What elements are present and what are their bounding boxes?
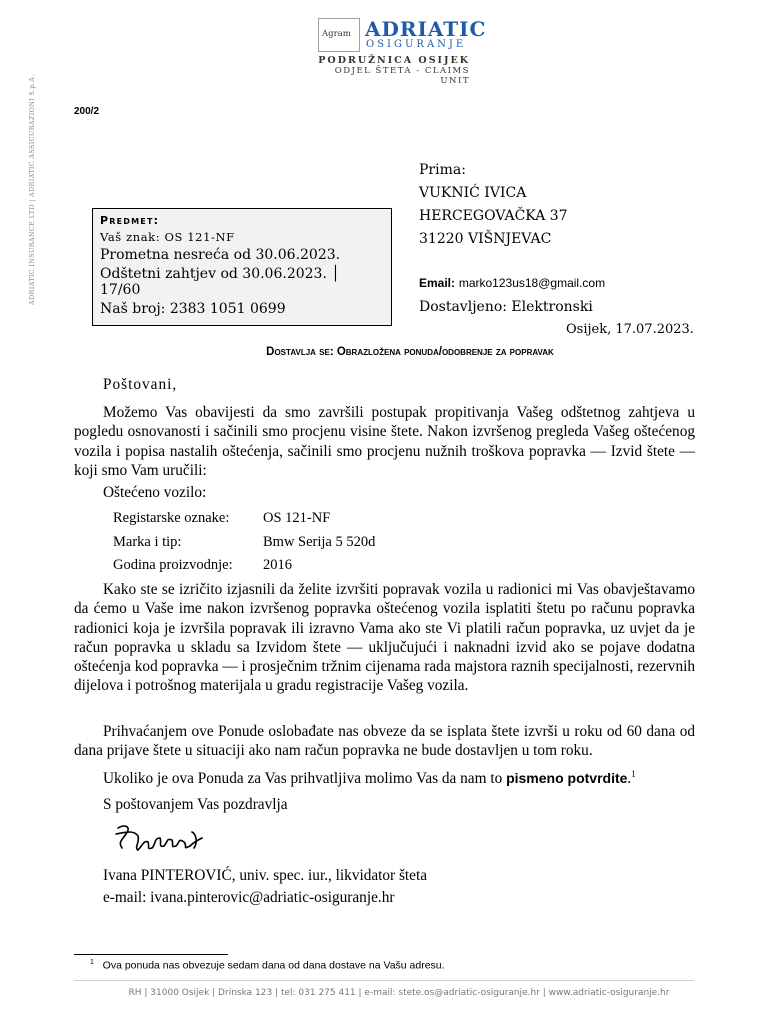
footnote-divider	[74, 954, 228, 955]
paragraph-confirmation	[103, 765, 695, 788]
delivery-method: Dostavljeno: Elektronski	[419, 299, 593, 315]
signer-name: Ivana PINTEROVIĆ, univ. spec. iur., likvidator šteta	[103, 867, 428, 884]
vehicle-registration-value: OS 121-NF	[263, 510, 331, 526]
recipient-email[interactable]: marko123us18@gmail.com	[458, 276, 606, 290]
confirmation-end: .	[627, 770, 632, 788]
paragraph-intro: Možemo Vas obavijesti da smo završili postupak propitivanja Vašeg odštetnog zahtjeva u pogledu osnovanosti i sačinili smo procjenu visine štete. Nakon izvršenog pregleda Vašeg oštećenog vozila i popisa nastalih oštećenja, sačinili smo procjenu nužnih troškova popravka — Izvid štete — koji smo Vam uručili:	[74, 404, 695, 479]
subject-our-number: Naš broj: 2383 1051 0699	[100, 301, 286, 317]
vehicle-registration-label: Registarske oznake:	[113, 510, 230, 526]
vehicle-heading: Oštećeno vozilo:	[103, 484, 207, 501]
footnote-number: 1	[90, 959, 94, 966]
signer-email[interactable]: e-mail: ivana.pinterovic@adriatic-osiguranje.hr	[103, 889, 395, 906]
vehicle-make-label: Marka i tip:	[113, 534, 182, 550]
branch-name: PODRUŽNICA OSIJEK	[318, 55, 470, 66]
vehicle-year-label: Godina proizvodnje:	[113, 557, 233, 573]
confirmation-emphasis: pismeno potvrdite	[506, 770, 628, 787]
vehicle-year-value: 2016	[263, 557, 292, 573]
document-date: Osijek, 17.07.2023.	[566, 322, 694, 337]
footnote	[90, 959, 445, 972]
subject-accident: Prometna nesreća od 30.06.2023.	[100, 247, 341, 263]
recipient-name: VUKNIĆ IVICA	[419, 185, 527, 201]
footer-divider	[74, 980, 694, 981]
document-code: 200/2	[74, 106, 100, 117]
company-name: ADRIATIC	[365, 17, 487, 41]
company-logo-mark	[318, 18, 360, 52]
handwritten-signature	[112, 820, 212, 860]
vehicle-make-value: Bmw Serija 5 520d	[263, 534, 376, 550]
paragraph-repair-terms: Kako ste se izričito izjasnili da želite izvršiti popravak vozila u radionici mi Vas obavještavamo da ćemo u Vaše ime nakon izvršenog popravka oštećenog vozila isplatiti štetu po računu popravka radionici koja je izvršila popravak ili izravno Vama ako ste Vi platili račun popravka, uz uvjet da je račun popravka u skladu sa Izvidom štete — uključujući i naknadni izvid ako se pojave dodatna oštećenja kod popravka — i prosječnim tržnim cijenama rada majstora raznih specijalnosti, rezervnih dijelova i potrošnog materijala u gradu registracije Vašeg vozila.	[74, 581, 695, 695]
logo-mark-text: Agram	[322, 29, 351, 39]
subject-your-ref: Vaš znak: OS 121-NF	[100, 230, 235, 244]
subject-label: Predmet:	[100, 214, 160, 227]
paragraph-obligation: Prihvaćanjem ove Ponude oslobađate nas obveze da se isplata štete izvrši u roku od 60 dana od dana prijave štete u situaciji ako nam račun popravka ne bude dostavljen u tom roku.	[74, 723, 695, 760]
subject-box	[92, 208, 392, 326]
salutation: Poštovani,	[103, 376, 178, 393]
side-legal-text: ADRIATIC INSURANCE LTD | ADRIATIC ASSICURAZIONI S.p.A.	[28, 74, 36, 305]
footnote-reference: 1	[631, 769, 636, 779]
footnote-text: Ova ponuda nas obvezuje sedam dana od dana dostave na Vašu adresu.	[102, 959, 445, 972]
email-label: Email:	[419, 276, 456, 290]
subject-claim: Odštetni zahtjev od 30.06.2023. │ 17/60	[100, 266, 340, 298]
document-title: Dostavlja se: Obrazložena ponuda/odobrenje za popravak	[266, 346, 554, 358]
page-footer: RH | 31000 Osijek | Drinska 123 | tel: 031 275 411 | e-mail: stete.os@adriatic-osiguranje.hr | www.adriatic-osiguranje.hr	[128, 988, 670, 998]
recipient-label: Prima:	[419, 162, 466, 178]
recipient-street: HERCEGOVAČKA 37	[419, 208, 568, 224]
unit-name: ODJEL ŠTETA - CLAIMS UNIT	[334, 66, 470, 86]
confirmation-text: Ukoliko je ova Ponuda za Vas prihvatljiva molimo Vas da nam to	[103, 770, 503, 788]
recipient-email-line	[419, 276, 605, 290]
closing: S poštovanjem Vas pozdravlja	[103, 796, 288, 813]
company-subname: OSIGURANJE	[366, 39, 467, 50]
recipient-city: 31220 VIŠNJEVAC	[419, 231, 552, 247]
